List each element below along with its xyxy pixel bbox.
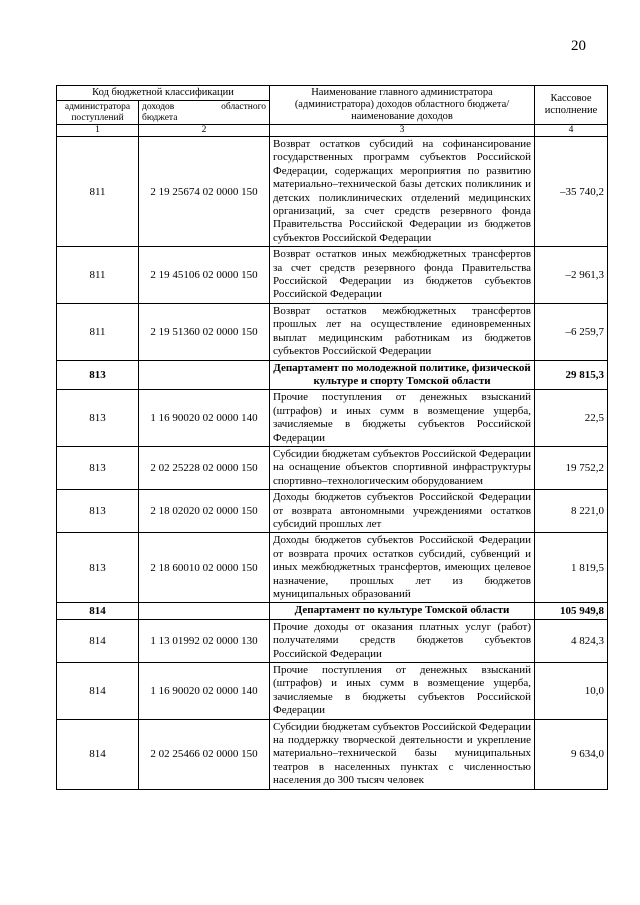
income-code: 1 13 01992 02 0000 130 xyxy=(139,619,270,662)
income-code: 1 16 90020 02 0000 140 xyxy=(139,663,270,720)
admin-code: 813 xyxy=(57,490,139,533)
income-code: 2 19 45106 02 0000 150 xyxy=(139,247,270,304)
department-total: 29 815,3 xyxy=(535,360,608,390)
table-row xyxy=(57,663,608,720)
income-column-header xyxy=(139,101,270,125)
income-column-word3: бюджета xyxy=(142,112,178,123)
income-name: Прочие поступления от денежных взысканий (штрафов) и иных сумм в возмещение ущерба, зачисляемые в бюджеты субъектов Российской Федерации xyxy=(270,390,535,447)
cash-amount: 19 752,2 xyxy=(535,446,608,489)
cash-amount: –35 740,2 xyxy=(535,137,608,247)
department-row xyxy=(57,603,608,619)
income-column-word1: доходов xyxy=(142,102,175,112)
table-row xyxy=(57,619,608,662)
admin-code: 811 xyxy=(57,247,139,304)
admin-code: 813 xyxy=(57,390,139,447)
cash-amount: 1 819,5 xyxy=(535,533,608,603)
table-row xyxy=(57,137,608,247)
column-number-4: 4 xyxy=(535,125,608,137)
admin-code: 813 xyxy=(57,360,139,390)
admin-code: 813 xyxy=(57,446,139,489)
table-row xyxy=(57,390,608,447)
name-column-header: Наименование главного администратора (администратора) доходов областного бюджета/ наименование доходов xyxy=(270,86,535,125)
cash-amount: –6 259,7 xyxy=(535,303,608,360)
admin-code: 814 xyxy=(57,619,139,662)
cash-amount: 22,5 xyxy=(535,390,608,447)
income-code: 2 19 25674 02 0000 150 xyxy=(139,137,270,247)
income-code: 2 18 60010 02 0000 150 xyxy=(139,533,270,603)
income-name: Доходы бюджетов субъектов Российской Федерации от возврата автономными учреждениями остатков субсидий прошлых лет xyxy=(270,490,535,533)
table-row xyxy=(57,719,608,789)
page-number: 20 xyxy=(571,38,586,54)
income-code: 2 19 51360 02 0000 150 xyxy=(139,303,270,360)
income-name: Прочие поступления от денежных взысканий (штрафов) и иных сумм в возмещение ущерба, зачисляемые в бюджеты субъектов Российской Федерации xyxy=(270,663,535,720)
admin-code: 811 xyxy=(57,137,139,247)
income-code xyxy=(139,603,270,619)
table-row xyxy=(57,533,608,603)
department-name: Департамент по культуре Томской области xyxy=(270,603,535,619)
admin-code: 814 xyxy=(57,719,139,789)
cash-amount: 8 221,0 xyxy=(535,490,608,533)
column-number-3: 3 xyxy=(270,125,535,137)
admin-code: 813 xyxy=(57,533,139,603)
admin-column-header: администратора поступлений xyxy=(57,101,139,125)
income-name: Прочие доходы от оказания платных услуг (работ) получателями средств бюджетов субъектов Российской Федерации xyxy=(270,619,535,662)
cash-column-header: Кассовое исполнение xyxy=(535,86,608,125)
income-code: 1 16 90020 02 0000 140 xyxy=(139,390,270,447)
table-row xyxy=(57,446,608,489)
income-code xyxy=(139,360,270,390)
department-name: Департамент по молодежной политике, физической культуре и спорту Томской области xyxy=(270,360,535,390)
department-total: 105 949,8 xyxy=(535,603,608,619)
budget-code-header: Код бюджетной классификации xyxy=(57,86,270,101)
column-number-2: 2 xyxy=(139,125,270,137)
income-column-word2: областного xyxy=(221,102,267,112)
department-row xyxy=(57,360,608,390)
cash-amount: 4 824,3 xyxy=(535,619,608,662)
income-name: Возврат остатков межбюджетных трансфертов прошлых лет на осуществление единовременных выплат медицинским работникам из бюджетов субъектов Российской Федерации xyxy=(270,303,535,360)
income-name: Субсидии бюджетам субъектов Российской Федерации на оснащение объектов спортивной инфраструктуры спортивно–технологическим оборудованием xyxy=(270,446,535,489)
income-code: 2 18 02020 02 0000 150 xyxy=(139,490,270,533)
income-name: Доходы бюджетов субъектов Российской Федерации от возврата прочих остатков субсидий, субвенций и иных межбюджетных трансфертов, имеющих целевое назначение, прошлых лет из бюджетов муниципальных образований xyxy=(270,533,535,603)
cash-amount: –2 961,3 xyxy=(535,247,608,304)
cash-amount: 9 634,0 xyxy=(535,719,608,789)
table-row xyxy=(57,303,608,360)
table-row xyxy=(57,247,608,304)
income-name: Возврат остатков иных межбюджетных трансфертов за счет средств резервного фонда Правительства Российской Федерации из бюджетов субъектов Российской Федерации xyxy=(270,247,535,304)
income-code: 2 02 25228 02 0000 150 xyxy=(139,446,270,489)
income-code: 2 02 25466 02 0000 150 xyxy=(139,719,270,789)
admin-code: 814 xyxy=(57,663,139,720)
table-row xyxy=(57,490,608,533)
admin-code: 811 xyxy=(57,303,139,360)
income-name: Субсидии бюджетам субъектов Российской Федерации на поддержку творческой деятельности и укрепление материально–технической базы муниципальных театров в населенных пунктах с численностью населения до 300 тысяч человек xyxy=(270,719,535,789)
budget-table xyxy=(56,85,608,790)
column-number-1: 1 xyxy=(57,125,139,137)
admin-code: 814 xyxy=(57,603,139,619)
cash-amount: 10,0 xyxy=(535,663,608,720)
income-name: Возврат остатков субсидий на софинансирование государственных программ субъектов Российской Федерации, содержащих мероприятия по развитию материально–технической базы детских поликлиник и детских поликлинических отделений медицинских организаций, за счет средств резервного фонда Правительства Российской Федерации из бюджетов субъектов Российской Федерации xyxy=(270,137,535,247)
